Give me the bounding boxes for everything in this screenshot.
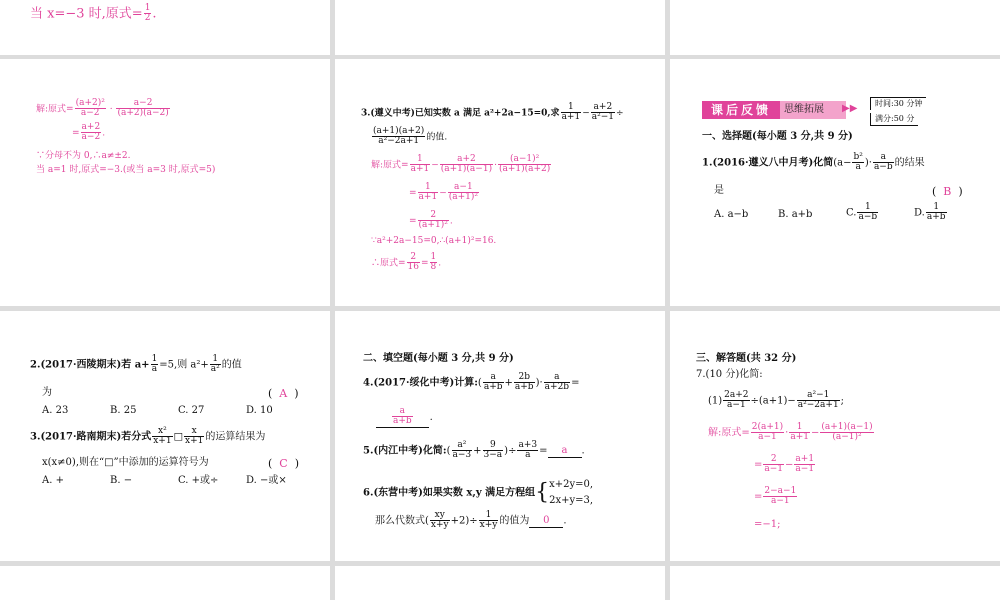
banner-subtitle: 思维拓展 — [780, 101, 846, 119]
solution-line-4: 当 a=1 时,原式=−3.(或当 a=3 时,原式=5) — [36, 165, 216, 175]
question-3: 3.(遵义中考)已知实数 a 满足 a²+2a−15=0,求 $\frac{1}{a+1}$ − $\frac{a+2}{\text{a²−1}}$ ÷ — [361, 102, 624, 123]
panel-r4-mid — [335, 566, 665, 600]
answer-4: $\frac{a}{a+b}$ . — [375, 407, 433, 428]
panel-r1-right — [670, 0, 1000, 55]
section-heading-2: 二、填空题(每小题 3 分,共 9 分) — [363, 353, 514, 364]
panel-r1-mid — [335, 0, 665, 55]
question-3-cont: $\frac{(a+1)(a+2)}{\text{a²−2a+1}}$ 的值. — [373, 126, 448, 147]
answer-bracket-3: ( C ) — [268, 457, 300, 470]
answer-bracket-2: ( A ) — [268, 387, 299, 400]
q7-solution-3: = $\frac{2-a-1}{a-1}$ — [754, 486, 797, 507]
option-a: A. a−b — [714, 209, 749, 220]
panel-r2-left — [0, 59, 330, 306]
panel-r2-right — [670, 59, 1000, 306]
question-1: 1.(2016·遵义八中月考)化简(a− $\frac{\text{b²}}{a}$ )· $\frac{a}{a-b}$ 的结果 — [702, 152, 925, 173]
section-heading-1: 一、选择题(每小题 3 分,共 9 分) — [702, 131, 853, 142]
answer-2: A — [279, 387, 288, 400]
question-6-cont: 那么代数式( $\frac{xy}{x+y}$ +2)÷ $\frac{1}{x+y}$ 的值为 0 . — [375, 510, 567, 531]
q2-option-b: B. 25 — [110, 405, 137, 416]
solution-line-3: ∵分母不为 0,∴a≠±2. — [36, 151, 131, 161]
banner-title: 课后反馈 — [702, 101, 780, 119]
question-6: 6.(东营中考)如果实数 x,y 满足方程组{ x+2y=0, 2x+y=3, — [363, 479, 594, 506]
solution-step-3: = $\frac{2}{\text{(a+1)²}}$ . — [409, 210, 453, 231]
q3-option-b: B. − — [110, 475, 133, 486]
panel-r1-left — [0, 0, 330, 55]
question-7-part-1: (1) $\frac{2a+2}{a-1}$ ÷(a+1)− $\frac{\text{a²−1}}{\text{a²−2a+1}}$ ; — [708, 390, 845, 411]
answer-6: 0 — [529, 515, 563, 528]
question-3-fraction: 3.(2017·路南期末)若分式 $\frac{\text{x²}}{x+1}$ □ $\frac{x}{x+1}$ 的运算结果为 — [30, 426, 266, 447]
solution-line-2: = $\frac{a+2}{a-2}$ . — [72, 122, 106, 143]
answer-bracket-1: ( B ) — [932, 185, 963, 198]
solution-step-2: = $\frac{1}{a+1}$ − $\frac{a-1}{\text{(a+1)²}}$ — [409, 182, 478, 203]
q7-solution-2: = $\frac{2}{a-1}$ − $\frac{a+1}{a-1}$ — [754, 454, 815, 475]
q7-solution-4: =−1; — [754, 519, 781, 530]
option-c: C. $\frac{1}{a-b}$ — [846, 202, 878, 223]
panel-r4-left — [0, 566, 330, 600]
solution-step-1: 解:原式= $\frac{1}{a+1}$ − $\frac{a+2}{(a+1)(a-1)}$ · $\frac{\text{(a−1)²}}{(a+1)(a+2)}$ — [371, 154, 551, 175]
q3-option-c: C. +或÷ — [178, 475, 219, 486]
panel-r4-right — [670, 566, 1000, 600]
question-1-cont: 是 — [714, 185, 724, 196]
q2-option-a: A. 23 — [42, 405, 69, 416]
option-b: B. a+b — [778, 209, 813, 220]
question-7: 7.(10 分)化简: — [696, 369, 763, 380]
question-2-cont: 为 — [42, 387, 52, 398]
solution-step-4: ∵a²+2a−15=0,∴(a+1)²=16. — [371, 236, 497, 246]
time-limit: 时间:30 分钟 — [870, 97, 926, 110]
answer-line: 当 x=−3 时,原式= $\frac{1}{2}$ . — [30, 3, 157, 24]
q7-solution-1: 解:原式= $\frac{2(a+1)}{a-1}$ · $\frac{1}{a+1}$ − $\frac{(a+1)(a-1)}{\text{(a−1)²}}$ — [708, 422, 873, 443]
panel-r3-left — [0, 311, 330, 561]
q2-option-d: D. 10 — [246, 405, 273, 416]
q3-option-a: A. + — [42, 475, 64, 486]
answer-3: C — [279, 457, 288, 470]
answer-5: a — [548, 445, 582, 458]
solution-line-1: 解:原式= $\frac{\text{(a+2)²}}{a-2}$ · $\frac{a-2}{(a+2)(a-2)}$ — [36, 98, 169, 119]
question-5: 5.(内江中考)化简:( $\frac{\text{a²}}{a-3}$ + $\frac{9}{3-a}$ )÷ $\frac{a+3}{a}$ = a . — [363, 440, 585, 461]
answer-1: B — [943, 185, 952, 198]
q2-option-c: C. 27 — [178, 405, 205, 416]
question-2: 2.(2017·西陵期末)若 a+ $\frac{1}{a}$ =5,则 a²+ $\frac{1}{\text{a²}}$ 的值 — [30, 354, 242, 375]
section-heading-3: 三、解答题(共 32 分) — [696, 353, 797, 364]
feedback-banner — [702, 101, 858, 119]
question-3-fraction-cont: x(x≠0),则在“□”中添加的运算符号为 — [42, 457, 209, 468]
q3-option-d: D. −或× — [246, 475, 287, 486]
double-arrow-icon: ▶▶ — [842, 103, 858, 114]
panel-r2-mid — [335, 59, 665, 306]
option-d: D. $\frac{1}{a+b}$ — [914, 202, 946, 223]
solution-step-5: ∴原式= $\frac{2}{16}$ = $\frac{1}{8}$ . — [371, 252, 442, 273]
panel-r3-right — [670, 311, 1000, 561]
panel-r3-mid — [335, 311, 665, 561]
full-score: 满分:50 分 — [870, 113, 918, 126]
question-4: 4.(2017·绥化中考)计算:( $\frac{a}{a+b}$ + $\frac{2b}{a+b}$ )· $\frac{a}{a+2b}$ = — [363, 372, 580, 393]
